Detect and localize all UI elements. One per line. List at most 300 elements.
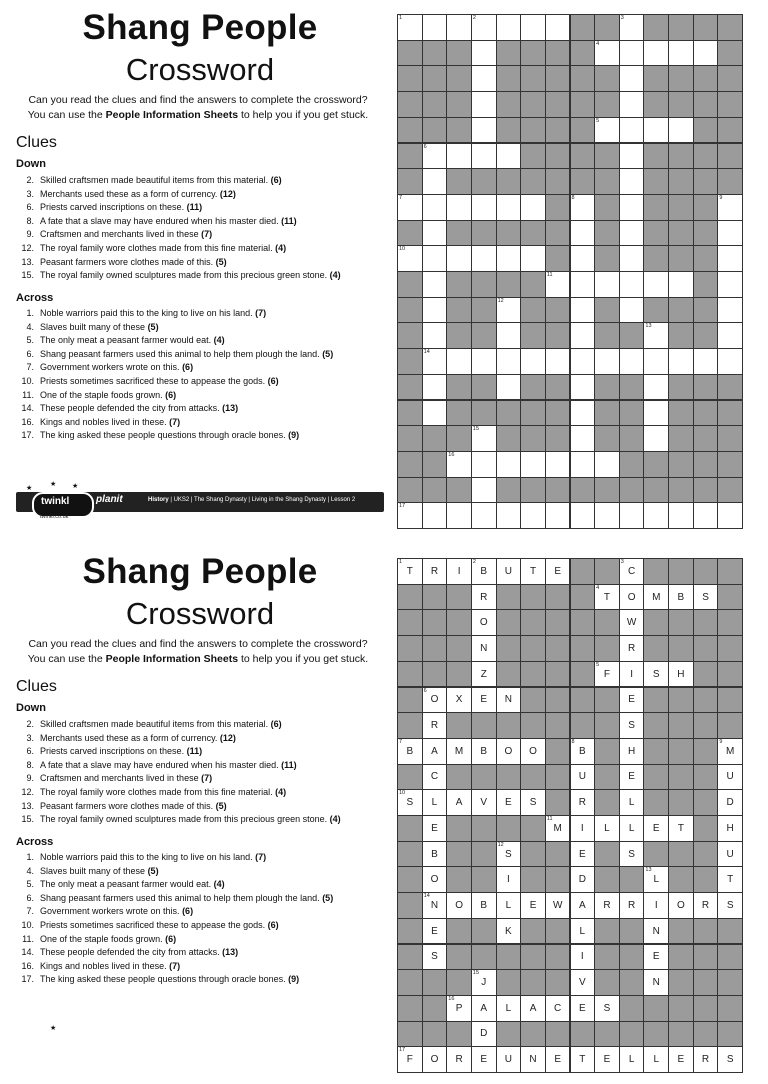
crossword-cell[interactable] <box>545 558 571 585</box>
crossword-cell[interactable] <box>570 841 596 868</box>
crossword-cell[interactable] <box>471 687 497 714</box>
crossword-cell[interactable] <box>717 271 743 298</box>
crossword-block <box>471 841 497 868</box>
crossword-cell[interactable] <box>422 271 448 298</box>
crossword-cell[interactable] <box>619 584 645 611</box>
clue-length: (5) <box>322 348 334 359</box>
crossword-cell[interactable] <box>496 322 522 349</box>
crossword-cell[interactable] <box>422 738 448 765</box>
crossword-cell[interactable] <box>496 841 522 868</box>
crossword-cell[interactable] <box>446 143 472 170</box>
crossword-cell[interactable] <box>446 995 472 1022</box>
crossword-cell[interactable] <box>668 892 694 919</box>
crossword-cell[interactable] <box>619 789 645 816</box>
clue-length: (11) <box>186 202 203 213</box>
crossword-cell[interactable] <box>619 558 645 585</box>
crossword-cell[interactable] <box>471 245 497 272</box>
crossword-cell[interactable] <box>643 918 669 945</box>
crossword-cell[interactable] <box>619 117 645 144</box>
crossword-cell[interactable] <box>717 764 743 791</box>
across-clue <box>0 402 333 416</box>
crossword-cell[interactable] <box>520 502 546 529</box>
crossword-cell[interactable] <box>619 502 645 529</box>
crossword-cell[interactable] <box>422 374 448 401</box>
crossword-block <box>594 1021 620 1048</box>
crossword-cell[interactable] <box>668 815 694 842</box>
crossword-cell[interactable] <box>496 687 522 714</box>
crossword-block <box>496 815 522 842</box>
crossword-cell[interactable] <box>619 65 645 92</box>
crossword-cell[interactable] <box>594 271 620 298</box>
crossword-cell[interactable] <box>496 918 522 945</box>
crossword-block <box>397 425 423 452</box>
crossword-cell[interactable] <box>717 738 743 765</box>
crossword-cell[interactable] <box>594 117 620 144</box>
crossword-cell[interactable] <box>446 451 472 478</box>
crossword-cell[interactable] <box>594 451 620 478</box>
crossword-cell[interactable] <box>643 502 669 529</box>
crossword-cell[interactable] <box>570 297 596 324</box>
crossword-cell[interactable] <box>717 245 743 272</box>
crossword-cell[interactable] <box>422 348 448 375</box>
crossword-cell[interactable] <box>422 866 448 893</box>
crossword-cell[interactable] <box>471 14 497 41</box>
crossword-cell[interactable] <box>446 558 472 585</box>
cell-letter: S <box>726 1054 734 1066</box>
cell-letter: E <box>480 694 488 706</box>
crossword-block <box>545 712 571 739</box>
crossword-cell[interactable] <box>643 322 669 349</box>
crossword-cell[interactable] <box>643 40 669 67</box>
crossword-block <box>545 841 571 868</box>
crossword-cell[interactable] <box>643 969 669 996</box>
crossword-cell[interactable] <box>570 220 596 247</box>
crossword-cell[interactable] <box>496 738 522 765</box>
crossword-cell[interactable] <box>570 374 596 401</box>
crossword-cell[interactable] <box>520 995 546 1022</box>
crossword-cell[interactable] <box>570 789 596 816</box>
crossword-cell[interactable] <box>619 297 645 324</box>
crossword-cell[interactable] <box>471 635 497 662</box>
crossword-cell[interactable] <box>717 841 743 868</box>
crossword-cell[interactable] <box>570 944 596 971</box>
crossword-cell[interactable] <box>446 194 472 221</box>
crossword-cell[interactable] <box>570 764 596 791</box>
crossword-cell[interactable] <box>594 502 620 529</box>
crossword-cell[interactable] <box>643 374 669 401</box>
crossword-block <box>570 635 596 662</box>
crossword-cell[interactable] <box>496 892 522 919</box>
crossword-cell[interactable] <box>570 738 596 765</box>
down-clue <box>0 813 341 827</box>
crossword-cell[interactable] <box>570 918 596 945</box>
crossword-cell[interactable] <box>520 892 546 919</box>
crossword-cell[interactable] <box>643 815 669 842</box>
crossword-cell[interactable] <box>496 866 522 893</box>
crossword-cell[interactable] <box>717 502 743 529</box>
cell-number: 9 <box>719 738 723 745</box>
clue-length: (7) <box>255 852 267 862</box>
crossword-cell[interactable] <box>619 91 645 118</box>
crossword-cell[interactable] <box>619 609 645 636</box>
crossword-cell[interactable] <box>397 738 423 765</box>
crossword-cell[interactable] <box>422 297 448 324</box>
crossword-cell[interactable] <box>570 348 596 375</box>
crossword-cell[interactable] <box>471 1021 497 1048</box>
crossword-cell[interactable] <box>643 117 669 144</box>
cell-letter: S <box>529 797 537 809</box>
crossword-cell[interactable] <box>496 558 522 585</box>
crossword-cell[interactable] <box>496 374 522 401</box>
crossword-cell[interactable] <box>643 892 669 919</box>
crossword-cell[interactable] <box>496 194 522 221</box>
logo-text: twinkl <box>41 496 70 507</box>
crossword-cell[interactable] <box>570 866 596 893</box>
crossword-cell[interactable] <box>668 502 694 529</box>
crossword-cell[interactable] <box>594 661 620 688</box>
cell-letter: E <box>554 1054 561 1066</box>
crossword-cell[interactable] <box>422 322 448 349</box>
crossword-cell[interactable] <box>619 14 645 41</box>
crossword-cell[interactable] <box>570 502 596 529</box>
crossword-cell[interactable] <box>570 400 596 427</box>
crossword-cell[interactable] <box>570 425 596 452</box>
crossword-cell[interactable] <box>422 918 448 945</box>
clues-heading: Clues <box>16 134 57 151</box>
cell-number: 2 <box>472 559 476 565</box>
clue-text: The royal family wore clothes made from this fine material. <box>40 786 276 797</box>
crossword-cell[interactable] <box>668 117 694 144</box>
crossword-cell[interactable] <box>545 502 571 529</box>
crossword-cell[interactable] <box>594 348 620 375</box>
crossword-block <box>594 635 620 662</box>
crossword-cell[interactable] <box>422 245 448 272</box>
crossword-cell[interactable] <box>693 892 719 919</box>
crossword-cell[interactable] <box>446 789 472 816</box>
clues-heading: Clues <box>16 678 57 695</box>
cell-number: 13 <box>645 323 652 330</box>
crossword-cell[interactable] <box>520 789 546 816</box>
crossword-cell[interactable] <box>471 348 497 375</box>
crossword-cell[interactable] <box>397 245 423 272</box>
crossword-cell[interactable] <box>471 40 497 67</box>
crossword-cell[interactable] <box>619 661 645 688</box>
crossword-cell[interactable] <box>619 271 645 298</box>
crossword-block <box>520 40 546 67</box>
crossword-block <box>570 14 596 41</box>
crossword-cell[interactable] <box>471 789 497 816</box>
crossword-cell[interactable] <box>570 892 596 919</box>
clue-number: 10. <box>21 919 34 930</box>
crossword-cell[interactable] <box>545 271 571 298</box>
crossword-cell[interactable] <box>619 348 645 375</box>
crossword-cell[interactable] <box>668 348 694 375</box>
crossword-cell[interactable] <box>422 892 448 919</box>
crossword-cell[interactable] <box>643 1046 669 1073</box>
crossword-block <box>668 1021 694 1048</box>
crossword-cell[interactable] <box>619 815 645 842</box>
crossword-cell[interactable] <box>422 143 448 170</box>
crossword-cell[interactable] <box>520 348 546 375</box>
crossword-cell[interactable] <box>471 65 497 92</box>
crossword-cell[interactable] <box>594 995 620 1022</box>
crossword-cell[interactable] <box>397 194 423 221</box>
crossword-cell[interactable] <box>545 995 571 1022</box>
crossword-cell[interactable] <box>570 271 596 298</box>
crossword-block <box>594 297 620 324</box>
intro-line-2 <box>0 108 396 123</box>
crossword-cell[interactable] <box>496 245 522 272</box>
crossword-cell[interactable] <box>545 1046 571 1073</box>
crossword-cell[interactable] <box>520 245 546 272</box>
crossword-cell[interactable] <box>545 451 571 478</box>
crossword-cell[interactable] <box>570 194 596 221</box>
crossword-cell[interactable] <box>471 117 497 144</box>
crossword-cell[interactable] <box>520 738 546 765</box>
crossword-cell[interactable] <box>693 40 719 67</box>
crossword-cell[interactable] <box>496 1046 522 1073</box>
crossword-cell[interactable] <box>471 892 497 919</box>
crossword-cell[interactable] <box>619 220 645 247</box>
crossword-block <box>471 764 497 791</box>
crossword-block <box>397 65 423 92</box>
crossword-cell[interactable] <box>446 502 472 529</box>
crossword-cell[interactable] <box>643 400 669 427</box>
crossword-cell[interactable] <box>643 944 669 971</box>
crossword-cell[interactable] <box>422 14 448 41</box>
crossword-block <box>520 322 546 349</box>
crossword-block <box>397 969 423 996</box>
crossword-block <box>471 374 497 401</box>
crossword-cell[interactable] <box>471 609 497 636</box>
crossword-cell[interactable] <box>693 1046 719 1073</box>
crossword-cell[interactable] <box>471 425 497 452</box>
crossword-cell[interactable] <box>693 348 719 375</box>
crossword-cell[interactable] <box>594 40 620 67</box>
crossword-cell[interactable] <box>717 892 743 919</box>
crossword-block <box>422 661 448 688</box>
crossword-cell[interactable] <box>717 815 743 842</box>
crossword-cell[interactable] <box>422 841 448 868</box>
cell-letter: S <box>431 951 438 963</box>
crossword-cell[interactable] <box>422 712 448 739</box>
crossword-cell[interactable] <box>619 738 645 765</box>
crossword-cell[interactable] <box>446 738 472 765</box>
crossword-cell[interactable] <box>496 995 522 1022</box>
crossword-cell[interactable] <box>619 892 645 919</box>
crossword-cell[interactable] <box>496 297 522 324</box>
crossword-cell[interactable] <box>545 14 571 41</box>
crossword-cell[interactable] <box>545 892 571 919</box>
crossword-block <box>594 866 620 893</box>
crossword-block <box>471 918 497 945</box>
crossword-cell[interactable] <box>422 558 448 585</box>
crossword-block <box>668 400 694 427</box>
crossword-cell[interactable] <box>668 271 694 298</box>
crossword-block <box>520 635 546 662</box>
crossword-cell[interactable] <box>471 502 497 529</box>
crossword-cell[interactable] <box>422 220 448 247</box>
crossword-block <box>397 584 423 611</box>
crossword-cell[interactable] <box>619 168 645 195</box>
crossword-cell[interactable] <box>643 348 669 375</box>
crossword-cell[interactable] <box>594 892 620 919</box>
crossword-block <box>422 451 448 478</box>
crossword-cell[interactable] <box>496 451 522 478</box>
crossword-cell[interactable] <box>496 348 522 375</box>
crossword-cell[interactable] <box>717 789 743 816</box>
crossword-cell[interactable] <box>570 969 596 996</box>
crossword-cell[interactable] <box>717 348 743 375</box>
crossword-cell[interactable] <box>619 712 645 739</box>
clue-number: 8. <box>26 759 34 770</box>
crossword-cell[interactable] <box>397 1046 423 1073</box>
crossword-cell[interactable] <box>570 451 596 478</box>
crossword-cell[interactable] <box>422 194 448 221</box>
crossword-cell[interactable] <box>619 194 645 221</box>
crossword-cell[interactable] <box>397 502 423 529</box>
crossword-cell[interactable] <box>570 995 596 1022</box>
crossword-cell[interactable] <box>446 348 472 375</box>
crossword-cell[interactable] <box>570 1046 596 1073</box>
clue-text: Merchants used these as a form of currency. <box>40 732 220 743</box>
crossword-cell[interactable] <box>446 687 472 714</box>
crossword-cell[interactable] <box>446 1046 472 1073</box>
cell-letter: S <box>406 797 414 809</box>
crossword-block <box>545 969 571 996</box>
crossword-cell[interactable] <box>397 558 423 585</box>
crossword-block <box>693 558 719 585</box>
crossword-cell[interactable] <box>471 194 497 221</box>
crossword-block <box>717 477 743 504</box>
crossword-cell[interactable] <box>668 40 694 67</box>
crossword-cell[interactable] <box>693 584 719 611</box>
crossword-cell[interactable] <box>594 815 620 842</box>
crossword-cell[interactable] <box>668 661 694 688</box>
crossword-block <box>422 40 448 67</box>
clue-text: Noble warriors paid this to the king to live on his land. <box>40 308 256 318</box>
crossword-block <box>594 477 620 504</box>
crossword-cell[interactable] <box>668 584 694 611</box>
crossword-cell[interactable] <box>446 892 472 919</box>
crossword-cell[interactable] <box>619 841 645 868</box>
crossword-cell[interactable] <box>422 764 448 791</box>
crossword-cell[interactable] <box>717 194 743 221</box>
crossword-cell[interactable] <box>643 661 669 688</box>
crossword-cell[interactable] <box>570 322 596 349</box>
crossword-cell[interactable] <box>717 297 743 324</box>
crossword-cell[interactable] <box>422 502 448 529</box>
crossword-cell[interactable] <box>496 14 522 41</box>
crossword-cell[interactable] <box>619 635 645 662</box>
crossword-cell[interactable] <box>619 764 645 791</box>
crossword-cell[interactable] <box>594 584 620 611</box>
crossword-cell[interactable] <box>643 425 669 452</box>
crossword-block <box>520 944 546 971</box>
crossword-cell[interactable] <box>496 789 522 816</box>
crossword-cell[interactable] <box>422 789 448 816</box>
crossword-cell[interactable] <box>446 245 472 272</box>
crossword-cell[interactable] <box>520 14 546 41</box>
crossword-cell[interactable] <box>471 477 497 504</box>
crossword-cell[interactable] <box>619 245 645 272</box>
crossword-cell[interactable] <box>422 400 448 427</box>
crossword-cell[interactable] <box>422 1046 448 1073</box>
crossword-cell[interactable] <box>471 995 497 1022</box>
crossword-cell[interactable] <box>643 584 669 611</box>
crossword-block <box>496 635 522 662</box>
crossword-cell[interactable] <box>471 91 497 118</box>
crossword-block <box>397 477 423 504</box>
crossword-cell[interactable] <box>496 143 522 170</box>
crossword-cell[interactable] <box>570 815 596 842</box>
cell-letter: L <box>653 1054 660 1066</box>
crossword-block <box>594 143 620 170</box>
crossword-cell[interactable] <box>520 558 546 585</box>
crossword-block <box>446 220 472 247</box>
crossword-cell[interactable] <box>496 502 522 529</box>
crossword-cell[interactable] <box>422 687 448 714</box>
cell-letter: U <box>504 1054 512 1066</box>
crossword-cell[interactable] <box>619 143 645 170</box>
crossword-cell[interactable] <box>717 322 743 349</box>
crossword-cell[interactable] <box>422 944 448 971</box>
crossword-block <box>545 609 571 636</box>
crossword-cell[interactable] <box>594 1046 620 1073</box>
intro-line-1: Can you read the clues and find the answers to complete the crossword? <box>28 638 368 650</box>
crossword-cell[interactable] <box>471 558 497 585</box>
crossword-cell[interactable] <box>668 1046 694 1073</box>
crossword-cell[interactable] <box>471 143 497 170</box>
crossword-cell[interactable] <box>446 14 472 41</box>
crossword-cell[interactable] <box>693 502 719 529</box>
crossword-cell[interactable] <box>397 14 423 41</box>
crossword-cell[interactable] <box>471 451 497 478</box>
crossword-block <box>717 609 743 636</box>
crossword-cell[interactable] <box>422 815 448 842</box>
crossword-cell[interactable] <box>545 348 571 375</box>
crossword-cell[interactable] <box>520 194 546 221</box>
crossword-cell[interactable] <box>471 969 497 996</box>
crossword-cell[interactable] <box>643 866 669 893</box>
crossword-cell[interactable] <box>471 661 497 688</box>
crossword-block <box>619 322 645 349</box>
crossword-cell[interactable] <box>520 1046 546 1073</box>
crossword-block <box>422 65 448 92</box>
crossword-cell[interactable] <box>619 1046 645 1073</box>
crossword-cell[interactable] <box>717 866 743 893</box>
crossword-cell[interactable] <box>619 40 645 67</box>
crossword-cell[interactable] <box>422 168 448 195</box>
crossword-cell[interactable] <box>643 271 669 298</box>
crossword-cell[interactable] <box>619 687 645 714</box>
clue-number: 11. <box>22 389 34 400</box>
down-clues <box>0 174 341 283</box>
crossword-cell[interactable] <box>545 815 571 842</box>
crossword-cell[interactable] <box>570 245 596 272</box>
crossword-block <box>570 712 596 739</box>
crossword-cell[interactable] <box>471 584 497 611</box>
crossword-cell[interactable] <box>471 1046 497 1073</box>
crossword-block <box>422 117 448 144</box>
crossword-cell[interactable] <box>717 1046 743 1073</box>
crossword-cell[interactable] <box>520 451 546 478</box>
crossword-cell[interactable] <box>397 789 423 816</box>
cell-letter: R <box>455 1054 463 1066</box>
crossword-cell[interactable] <box>717 220 743 247</box>
cell-letter: A <box>455 797 463 809</box>
crossword-cell[interactable] <box>471 738 497 765</box>
